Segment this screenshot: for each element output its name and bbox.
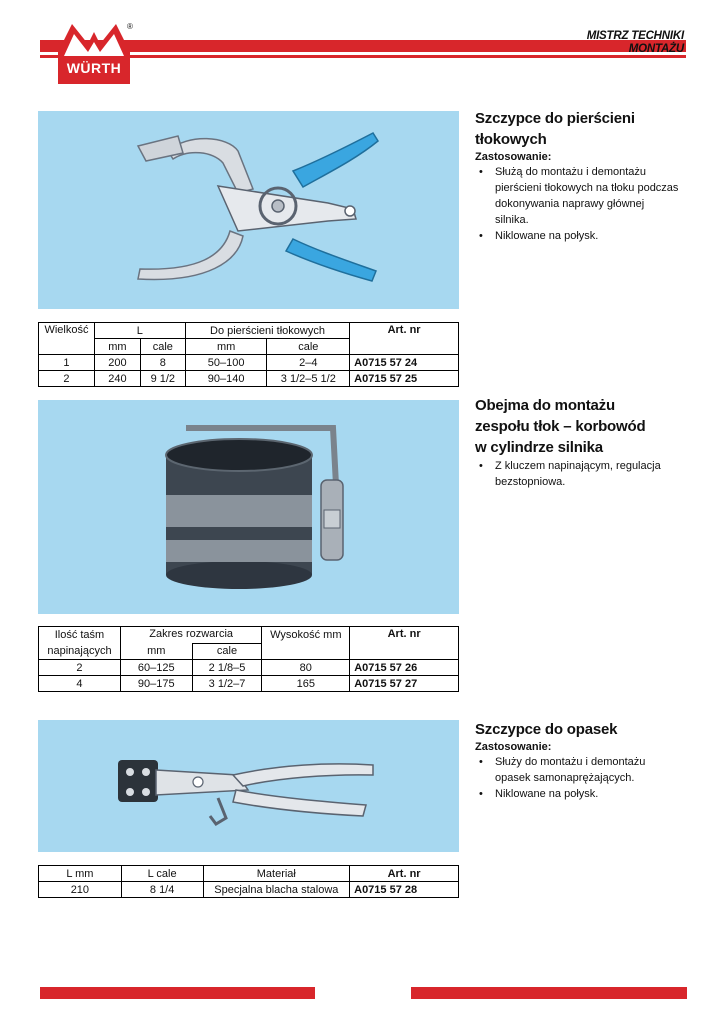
header-title-line2: MONTAŻU [628,43,684,55]
table-cell: 50–100 [185,355,267,371]
table-header: Art. nr [350,866,459,882]
hose-clamp-pliers-icon [38,720,459,852]
table-cell: 240 [94,371,140,387]
header-title-line1: MISTRZ TECHNIKI [586,30,684,42]
table-subheader: mm [94,339,140,355]
footer-red-bar-left [40,987,315,999]
table-cell: 80 [262,660,350,676]
list-item: • Służy do montażu i demontażu opasek samonaprężających. [475,754,680,786]
table-header: Wysokość mm [262,627,350,660]
table-subheader: cale [192,643,262,660]
table-row [39,882,459,898]
list-item: • Niklowane na połysk. [475,228,680,244]
product-3-spec-table [38,865,459,898]
table-cell: 1 [39,355,95,371]
product-2-title-line3: w cylindrze silnika [475,439,603,456]
table-row [39,676,459,692]
table-row [39,660,459,676]
table-cell: 2 [39,371,95,387]
wurth-logo [56,22,132,88]
table-header: Zakres rozwarcia [120,627,261,644]
table-cell: 60–125 [120,660,192,676]
table-subheader: cale [140,339,185,355]
table-row [39,355,459,371]
piston-ring-pliers-icon [38,111,459,309]
table-header: Materiał [203,866,350,882]
table-cell: 210 [39,882,122,898]
logo-text: WÜRTH [66,60,122,76]
table-row [39,371,459,387]
piston-ring-compressor-icon [38,400,459,614]
table-header: L cale [121,866,203,882]
table-header: L [94,323,185,339]
article-number: A0715 57 27 [350,676,459,692]
product-3-title-line1: Szczypce do opasek [475,721,618,738]
article-number: A0715 57 24 [350,355,459,371]
product-2-title-line2: zespołu tłok – korbowód [475,418,646,435]
product-1-bullet-list [475,164,680,244]
footer-red-bar-right [411,987,687,999]
table-cell: 2–4 [267,355,350,371]
product-1-usage-label: Zastosowanie: [475,151,552,163]
product-1-info [475,108,705,244]
table-cell: 90–175 [120,676,192,692]
table-cell: 8 [140,355,185,371]
table-cell: 4 [39,676,121,692]
table-header: Art. nr [350,627,459,660]
table-header: Art. nr [350,323,459,355]
table-cell: 8 1/4 [121,882,203,898]
product-3-usage-label: Zastosowanie: [475,741,552,753]
table-cell: Specjalna blacha stalowa [203,882,350,898]
product-photo-hose-clamp-pliers [38,720,459,852]
table-header: Wielkość [39,323,95,355]
list-item: • Niklowane na połysk. [475,786,680,802]
product-1-title-line2: tłokowych [475,131,547,148]
registered-mark: ® [127,22,133,31]
table-subheader: cale [267,339,350,355]
article-number: A0715 57 28 [350,882,459,898]
table-header: Ilość taśm napinających [39,627,121,660]
table-cell: 200 [94,355,140,371]
table-cell: 9 1/2 [140,371,185,387]
table-cell: 2 [39,660,121,676]
table-header: Do pierścieni tłokowych [185,323,349,339]
product-photo-piston-ring-pliers [38,111,459,309]
product-2-bullet-list [475,458,690,490]
table-subheader: mm [185,339,267,355]
product-2-title-line1: Obejma do montażu [475,397,615,414]
list-item: • Z kluczem napinającym, regulacja bezstopniowa. [475,458,690,490]
product-3-info [475,719,705,802]
product-3-bullet-list [475,754,680,802]
list-item: • Służą do montażu i demontażu pierścieni tłokowych na tłoku podczas dokonywania naprawy głównej silnika. [475,164,680,228]
table-cell: 3 1/2–7 [192,676,262,692]
table-cell: 2 1/8–5 [192,660,262,676]
product-1-spec-table [38,322,459,387]
header-title [587,30,684,56]
product-2-info [475,395,705,490]
table-cell: 165 [262,676,350,692]
product-photo-piston-ring-compressor [38,400,459,614]
article-number: A0715 57 26 [350,660,459,676]
article-number: A0715 57 25 [350,371,459,387]
table-cell: 90–140 [185,371,267,387]
table-subheader: mm [120,643,192,660]
table-cell: 3 1/2–5 1/2 [267,371,350,387]
table-header: L mm [39,866,122,882]
product-2-spec-table [38,626,459,692]
product-1-title-line1: Szczypce do pierścieni [475,110,635,127]
